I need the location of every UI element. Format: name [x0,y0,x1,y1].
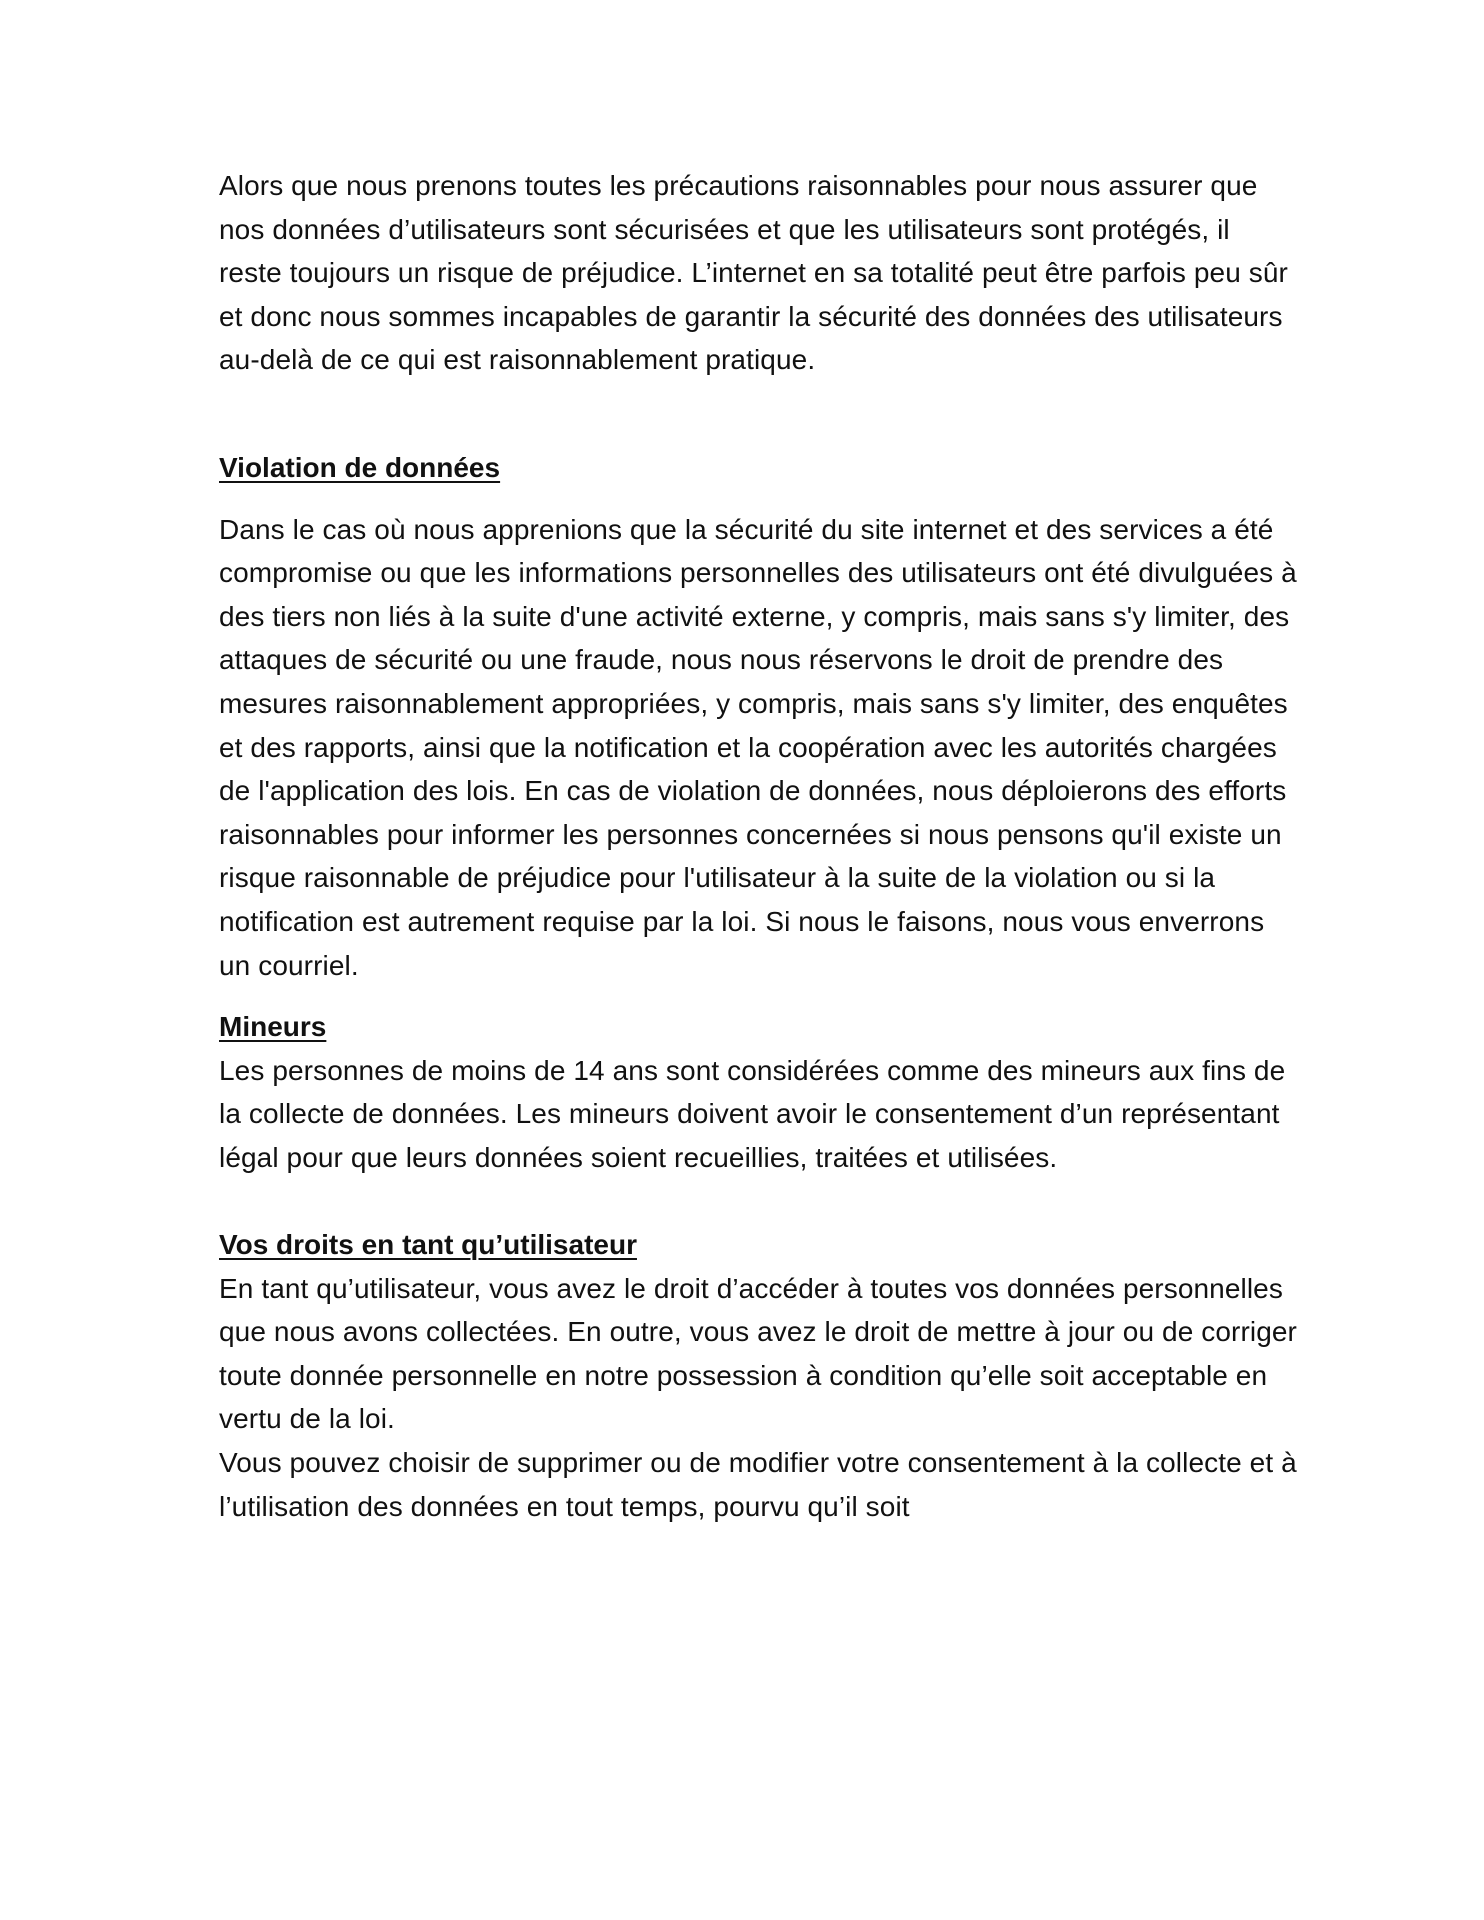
document-page [219,164,1299,1528]
user-rights-paragraph-1: En tant qu’utilisateur, vous avez le droit d’accéder à toutes vos données personnelles que nous avons collectées. En outre, vous avez le droit de mettre à jour ou de corriger toute donnée personnelle en notre possession à condition qu’elle soit acceptable en vertu de la loi. [219,1272,1297,1435]
section-heading-user-rights: Vos droits en tant qu’utilisateur [219,1229,637,1261]
data-breach-paragraph: Dans le cas où nous apprenions que la sécurité du site internet et des services a été compromise ou que les informations personnelles des utilisateurs ont été divulguées à des tiers non liés à la suite d'une activité externe, y compris, mais sans s'y limiter, des attaques de sécurité ou une fraude, nous nous réservons le droit de prendre des mesures raisonnablement appropriées, y compris, mais sans s'y limiter, des enquêtes et des rapports, ainsi que la notification et la coopération avec les autorités chargées de l'application des lois. En cas de violation de données, nous déploierons des efforts raisonnables pour informer les personnes concernées si nous pensons qu'il existe un risque raisonnable de préjudice pour l'utilisateur à la suite de la violation ou si la notification est autrement requise par la loi. Si nous le faisons, nous vous enverrons un courriel. [219,513,1297,981]
section-heading-minors: Mineurs [219,1011,327,1043]
section-heading-data-breach: Violation de données [219,451,501,483]
intro-paragraph: Alors que nous prenons toutes les précautions raisonnables pour nous assurer que nos données d’utilisateurs sont sécurisées et que les utilisateurs sont protégés, il reste toujours un risque de préjudice. L’internet en sa totalité peut être parfois peu sûr et donc nous sommes incapables de garantir la sécurité des données des utilisateurs au-delà de ce qui est raisonnablement pratique. [219,170,1288,376]
minors-paragraph: Les personnes de moins de 14 ans sont considérées comme des mineurs aux fins de la collecte de données. Les mineurs doivent avoir le consentement d’un représentant légal pour que leurs données soient recueillies, traitées et utilisées. [219,1054,1286,1173]
user-rights-paragraph-2: Vous pouvez choisir de supprimer ou de modifier votre consentement à la collecte et à l’utilisation des données en tout temps, pourvu qu’il soit [219,1447,1297,1522]
